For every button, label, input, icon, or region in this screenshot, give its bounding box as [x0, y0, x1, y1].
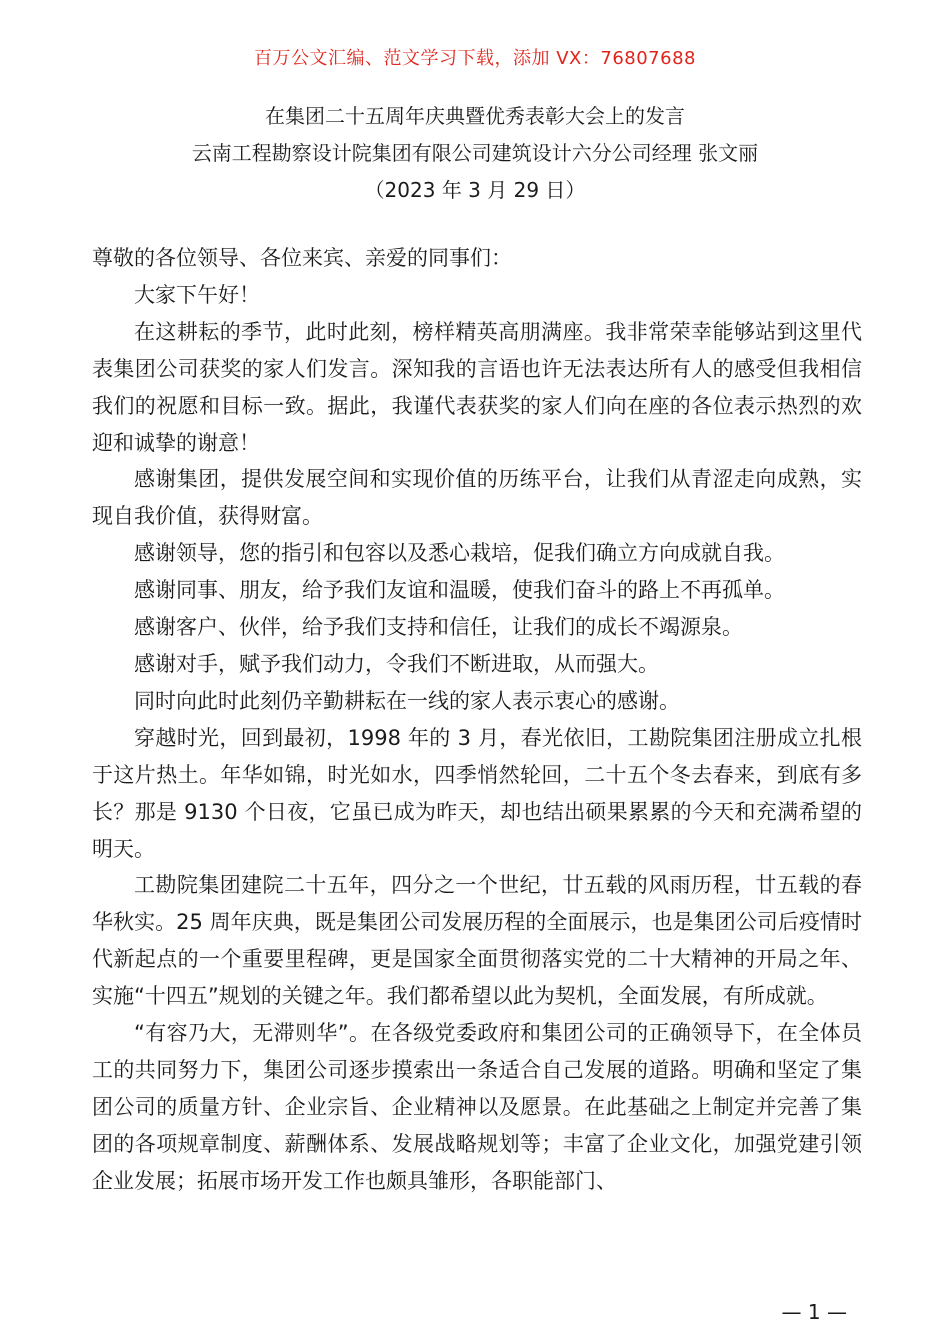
watermark-banner: 百万公文汇编、范文学习下载，添加 VX：76807688 [254, 48, 696, 69]
speech-body [92, 240, 862, 1200]
speaker-affiliation: 云南工程勘察设计院集团有限公司建筑设计六分公司经理 张文丽 [191, 141, 759, 165]
salutation: 尊敬的各位领导、各位来宾、亲爱的同事们： [92, 246, 512, 270]
paragraph: 同时向此时此刻仍辛勤耕耘在一线的家人表示衷心的感谢。 [134, 688, 680, 713]
paragraph: “有容乃大，无滞则华”。在各级党委政府和集团公司的正确领导下，在全体员工的共同努力下，集团公司逐步摸索出一条适合自己发展的道路。明确和坚定了集团公司的质量方针、企业宗旨、企业精神以及愿景。在此基础之上制定并完善了集团的各项规章制度、薪酬体系、发展战略规划等；丰富了企业文化，加强党建引领企业发展；拓展市场开发工作也颇具雏形，各职能部门、 [92, 1021, 862, 1193]
speech-date: （2023 年 3 月 29 日） [364, 178, 586, 202]
paragraph: 感谢客户、伙伴，给予我们支持和信任，让我们的成长不竭源泉。 [134, 615, 743, 640]
paragraph: 大家下午好！ [134, 282, 260, 307]
speech-title-block [0, 98, 950, 209]
paragraph: 感谢同事、朋友，给予我们友谊和温暖，使我们奋斗的路上不再孤单。 [134, 578, 785, 603]
paragraph: 感谢集团，提供发展空间和实现价值的历练平台，让我们从青涩走向成熟，实现自我价值，获得财富。 [92, 467, 862, 529]
paragraph: 穿越时光，回到最初，1998 年的 3 月，春光依旧，工勘院集团注册成立扎根于这片热土。年华如锦，时光如水，四季悄然轮回，二十五个冬去春来，到底有多长？那是 9130 个日夜，它虽已成为昨天，却也结出硕果累累的今天和充满希望的明天。 [92, 725, 862, 861]
paragraph: 工勘院集团建院二十五年，四分之一个世纪，廿五载的风雨历程，廿五载的春华秋实。25 周年庆典，既是集团公司发展历程的全面展示，也是集团公司后疫情时代新起点的一个重要里程碑，更是国家全面贯彻落实党的二十大精神的开局之年、实施“十四五”规划的关键之年。我们都希望以此为契机，全面发展，有所成就。 [92, 873, 862, 1009]
page-number: — 1 — [781, 1300, 847, 1324]
paragraph: 在这耕耘的季节，此时此刻，榜样精英高朋满座。我非常荣幸能够站到这里代表集团公司获奖的家人们发言。深知我的言语也许无法表达所有人的感受但我相信我们的祝愿和目标一致。据此，我谨代表获奖的家人们向在座的各位表示热烈的欢迎和诚挚的谢意！ [92, 319, 862, 455]
paragraph: 感谢对手，赋予我们动力，令我们不断进取，从而强大。 [134, 651, 659, 676]
speech-title: 在集团二十五周年庆典暨优秀表彰大会上的发言 [265, 104, 685, 128]
paragraph: 感谢领导，您的指引和包容以及悉心栽培，促我们确立方向成就自我。 [134, 541, 785, 566]
